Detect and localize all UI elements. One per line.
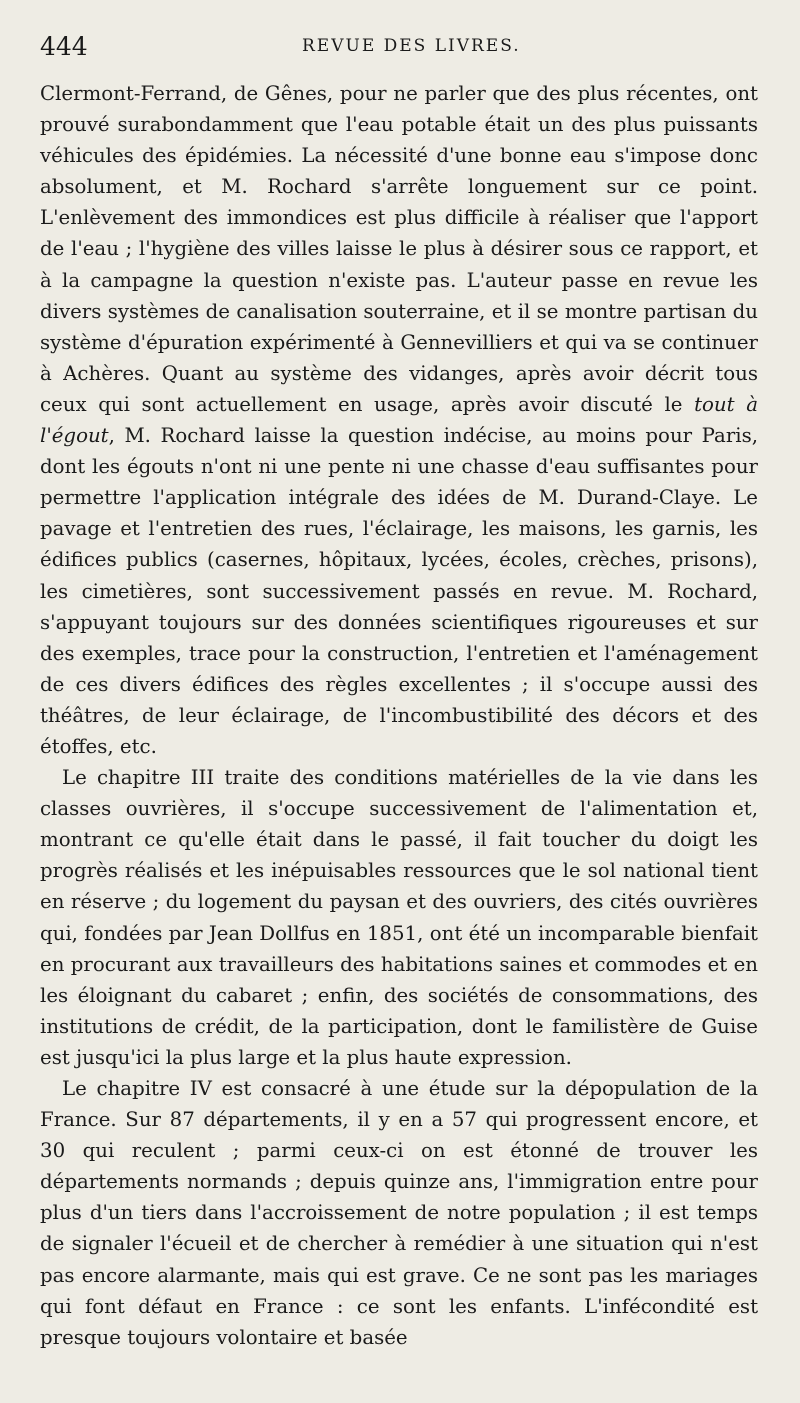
paragraph-chapter-4: Le chapitre IV est consacré à une étude sur la dépopulation de la France. Sur 87 départements, il y en a 57 qui progressent encore, et 30 qui reculent ; parmi ceux-ci on est étonné de trouver les départements normands ; depuis quinze ans, l'immigration entre pour plus d'un tiers dans l'accroissement de notre population ; il est temps de signaler l'écueil et de chercher à remédier à une situation qui n'est pas encore alarmante, mais qui est grave. Ce ne sont pas les mariages qui font défaut en France : ce sont les enfants. L'infécondité est presque toujours volontaire et basée	[40, 1077, 758, 1349]
paragraph-continuation	[40, 78, 758, 762]
paragraph-text: , M. Rochard laisse la question indécise, au moins pour Paris, dont les égouts n'ont ni une pente ni une chasse d'eau suffisantes pour permettre l'application intégrale des idées de M. Durand-Claye. Le pavage et l'entretien des rues, l'éclairage, les maisons, les garnis, les édifices publics (casernes, hôpitaux, lycées, écoles, crèches, prisons), les cimetières, sont successivement passés en revue. M. Rochard, s'appuyant toujours sur des données scientifiques rigoureuses et sur des exemples, trace pour la construction, l'entretien et l'aménagement de ces divers édifices des règles excellentes ; il s'occupe aussi des théâtres, de leur éclairage, de l'incombustibilité des décors et des étoffes, etc.	[40, 424, 758, 758]
paragraph-chapter-3: Le chapitre III traite des conditions matérielles de la vie dans les classes ouvrières, il s'occupe successivement de l'alimentation et, montrant ce qu'elle était dans le passé, il fait toucher du doigt les progrès réalisés et les inépuisables ressources que le sol national tient en réserve ; du logement du paysan et des ouvriers, des cités ouvrières qui, fondées par Jean Dollfus en 1851, ont été un incomparable bienfait en procurant aux travailleurs des habitations saines et commodes et en les éloignant du cabaret ; enfin, des sociétés de consommations, des institutions de crédit, de la participation, dont le familistère de Guise est jusqu'ici la plus large et la plus haute expression.	[40, 766, 758, 1069]
emphasis-text: tout à l'égout	[40, 392, 758, 448]
running-title: REVUE DES LIVRES.	[302, 36, 521, 56]
paragraph-text: Clermont-Ferrand, de Gênes, pour ne parler que des plus récentes, ont prouvé surabondamment que l'eau potable était un des plus puissants véhicules des épidémies. La nécessité d'une bonne eau s'impose donc absolument, et M. Rochard s'arrête longuement sur ce point. L'enlèvement des immondices est plus difficile à réaliser que l'apport de l'eau ; l'hygiène des villes laisse le plus à désirer sous ce rapport, et à la campagne la question n'existe pas. L'auteur passe en revue les divers systèmes de canalisation souterraine, et il se montre partisan du système d'épuration expérimenté à Gennevilliers et qui va se continuer à Achères. Quant au système des vidanges, après avoir décrit tous ceux qui sont actuellement en usage, après avoir discuté le	[40, 82, 758, 416]
page-number: 444	[40, 32, 88, 61]
page-header	[40, 32, 780, 62]
body-text	[40, 78, 758, 1353]
